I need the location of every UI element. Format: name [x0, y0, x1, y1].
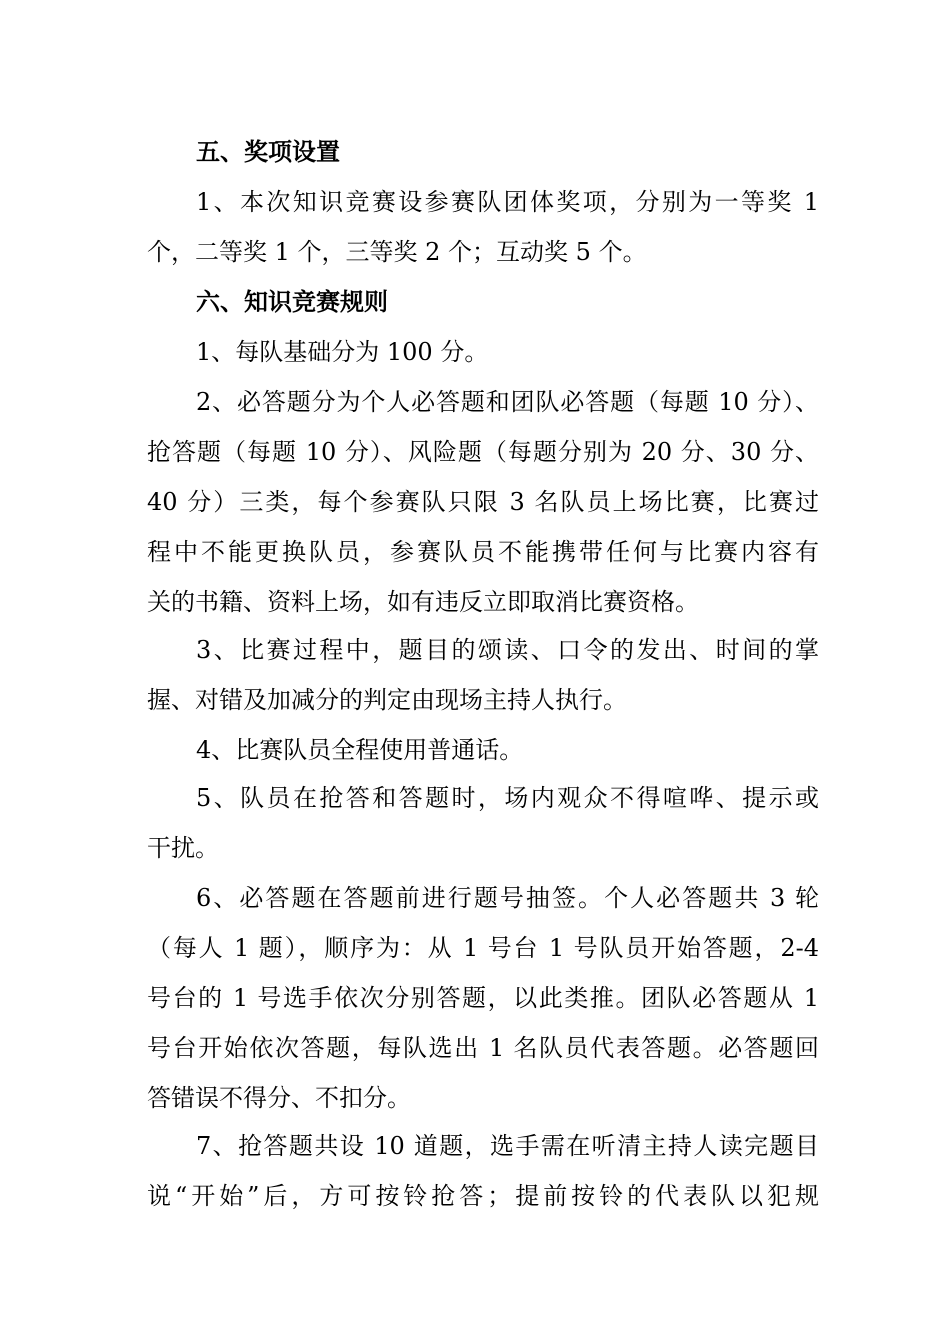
- paragraph-line: 2、必答题分为个人必答题和团队必答题（每题 10 分）、: [196, 388, 819, 416]
- paragraph-line: 说“开始”后，方可按铃抢答；提前按铃的代表队以犯规: [147, 1182, 819, 1210]
- paragraph-line: 40 分）三类，每个参赛队只限 3 名队员上场比赛，比赛过: [147, 488, 819, 516]
- paragraph-line: 6、必答题在答题前进行题号抽签。个人必答题共 3 轮: [196, 884, 819, 912]
- paragraph-line: 5、队员在抢答和答题时，场内观众不得喧哗、提示或: [196, 784, 819, 812]
- paragraph-line: 关的书籍、资料上场，如有违反立即取消比赛资格。: [147, 588, 699, 616]
- paragraph-line: 握、对错及加减分的判定由现场主持人执行。: [147, 686, 627, 714]
- paragraph-line: 答错误不得分、不扣分。: [147, 1084, 411, 1112]
- section-heading-awards: 五、奖项设置: [196, 138, 340, 166]
- paragraph-line: 3、比赛过程中，题目的颂读、口令的发出、时间的掌: [196, 636, 819, 664]
- paragraph-line: 干扰。: [147, 834, 219, 862]
- section-heading-rules: 六、知识竞赛规则: [196, 288, 388, 316]
- paragraph-line: 程中不能更换队员，参赛队员不能携带任何与比赛内容有: [147, 538, 819, 566]
- paragraph-line: 1、本次知识竞赛设参赛队团体奖项，分别为一等奖 1: [196, 188, 819, 216]
- paragraph-line: 个，二等奖 1 个，三等奖 2 个；互动奖 5 个。: [147, 238, 647, 266]
- paragraph-line: 号台开始依次答题，每队选出 1 名队员代表答题。必答题回: [147, 1034, 819, 1062]
- paragraph-line: 号台的 1 号选手依次分别答题，以此类推。团队必答题从 1: [147, 984, 819, 1012]
- paragraph-line: 4、比赛队员全程使用普通话。: [196, 736, 524, 764]
- paragraph-line: 1、每队基础分为 100 分。: [196, 338, 489, 366]
- paragraph-line: 7、抢答题共设 10 道题，选手需在听清主持人读完题目: [196, 1132, 819, 1160]
- paragraph-line: （每人 1 题），顺序为：从 1 号台 1 号队员开始答题，2-4: [147, 934, 819, 962]
- paragraph-line: 抢答题（每题 10 分）、风险题（每题分别为 20 分、30 分、: [147, 438, 819, 466]
